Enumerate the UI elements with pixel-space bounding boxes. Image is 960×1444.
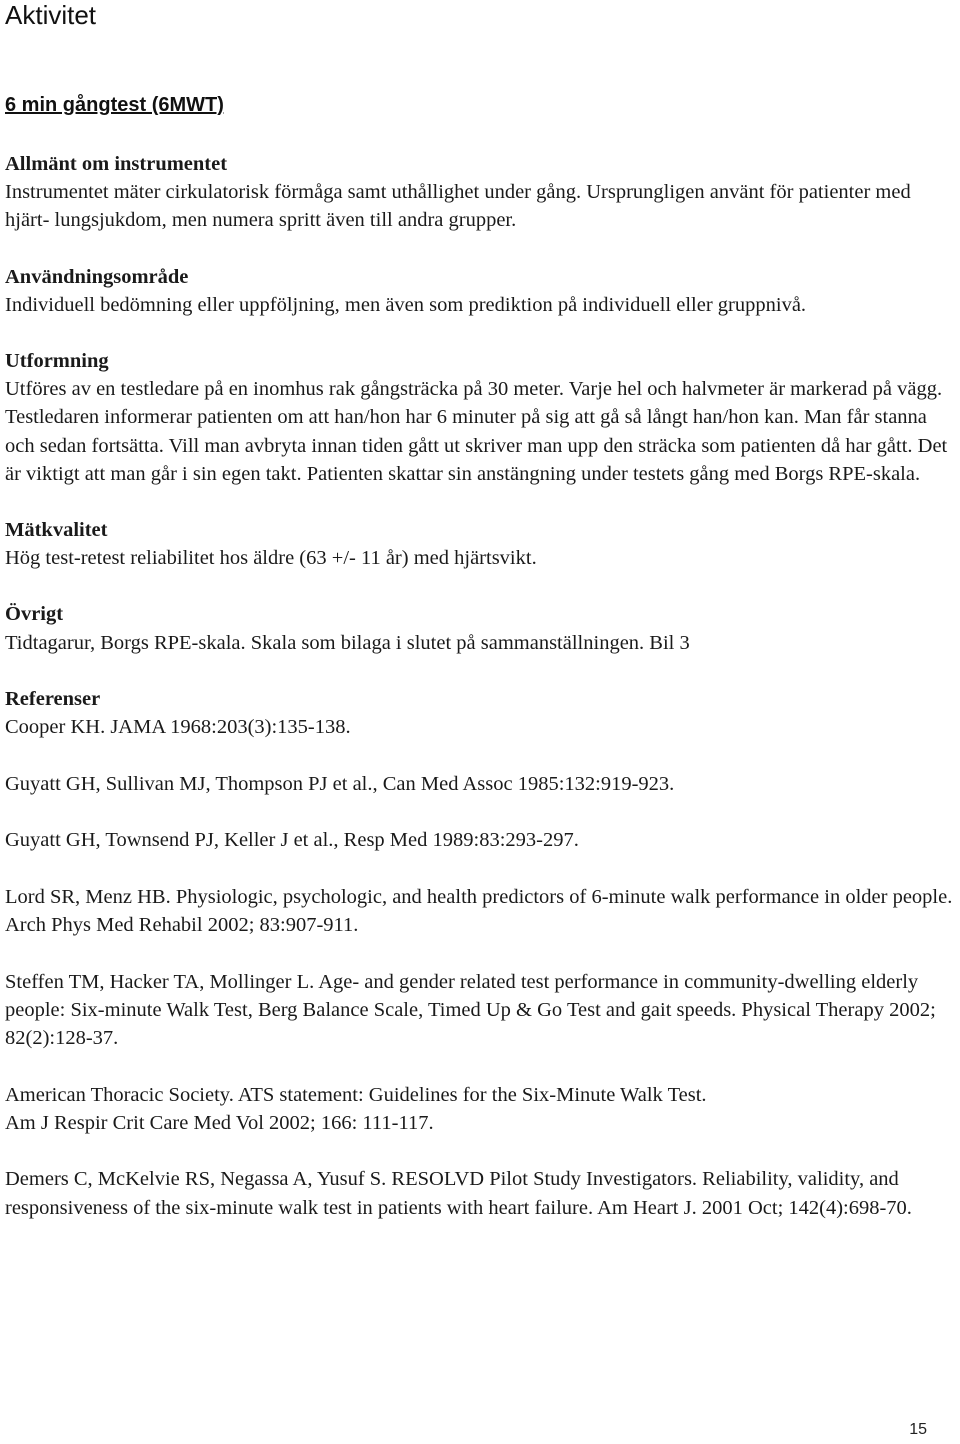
- reference-item: American Thoracic Society. ATS statement: Guidelines for the Six-Minute Walk Test. Am J Respir Crit Care Med Vol 2002; 166: 111-117.: [5, 1083, 707, 1134]
- section-general: [5, 150, 955, 235]
- reference-item: Cooper KH. JAMA 1968:203(3):135-138.: [5, 716, 351, 739]
- reference-item: Demers C, McKelvie RS, Negassa A, Yusuf S. RESOLVD Pilot Study Investigators. Reliability, validity, and responsiveness of the six-minute walk test in patients with heart failure. Am Heart J. 2001 Oct; 142(4):698-70.: [5, 1168, 912, 1219]
- section-other: [5, 600, 955, 656]
- section-text: Hög test-retest reliabilitet hos äldre (63 +/- 11 år) med hjärtsvikt.: [5, 547, 537, 570]
- test-title: 6 min gångtest (6MWT): [5, 94, 224, 116]
- section-title: Övrigt: [5, 603, 64, 626]
- section-title: Utformning: [5, 350, 109, 373]
- section-title: Allmänt om instrumentet: [5, 153, 228, 175]
- section-design: [5, 347, 955, 488]
- references-section: [5, 685, 955, 1222]
- section-title: Mätkvalitet: [5, 519, 108, 542]
- section-title: Användningsområde: [5, 265, 189, 288]
- reference-item: Steffen TM, Hacker TA, Mollinger L. Age- and gender related test performance in community-dwelling elderly people: Six-minute Walk Test, Berg Balance Scale, Timed Up & Go Test and gait speeds. Physical Therapy 2002; 82(2):128-37.: [5, 970, 936, 1050]
- references-title: Referenser: [5, 687, 101, 710]
- section-text: Instrumentet mäter cirkulatorisk förmåga samt uthållighet under gång. Ursprungligen använt för patienter med hjärt- lungsjukdom, men numera spritt även till andra grupper.: [5, 181, 911, 232]
- section-text: Tidtagarur, Borgs RPE-skala. Skala som bilaga i slutet på sammanställningen. Bil 3: [5, 631, 690, 654]
- section-text: Individuell bedömning eller uppföljning, men även som prediktion på individuell eller gruppnivå.: [5, 293, 807, 316]
- page-heading: Aktivitet: [5, 0, 97, 30]
- section-usage: [5, 263, 955, 319]
- document-body: [5, 150, 955, 1250]
- page-number: 15: [909, 1421, 927, 1438]
- section-text: Utföres av en testledare på en inomhus rak gångsträcka på 30 meter. Varje hel och halvmeter är markerad på vägg. Testledaren informerar patienten om att han/hon har 6 minuter på sig att gå så långt han/hon kan. Man får stanna och sedan fortsätta. Vill man avbryta innan tiden gått ut skriver man upp den sträcka som patienten då har gått. Det är viktigt att man går i sin egen takt. Patienten skattar sin anstängning under testets gång med Borgs RPE-skala.: [5, 378, 948, 485]
- reference-item: Guyatt GH, Sullivan MJ, Thompson PJ et al., Can Med Assoc 1985:132:919-923.: [5, 772, 675, 795]
- reference-item: Guyatt GH, Townsend PJ, Keller J et al., Resp Med 1989:83:293-297.: [5, 829, 579, 852]
- section-measurement-quality: [5, 516, 955, 572]
- reference-item: Lord SR, Menz HB. Physiologic, psychologic, and health predictors of 6-minute walk performance in older people. Arch Phys Med Rehabil 2002; 83:907-911.: [5, 885, 953, 937]
